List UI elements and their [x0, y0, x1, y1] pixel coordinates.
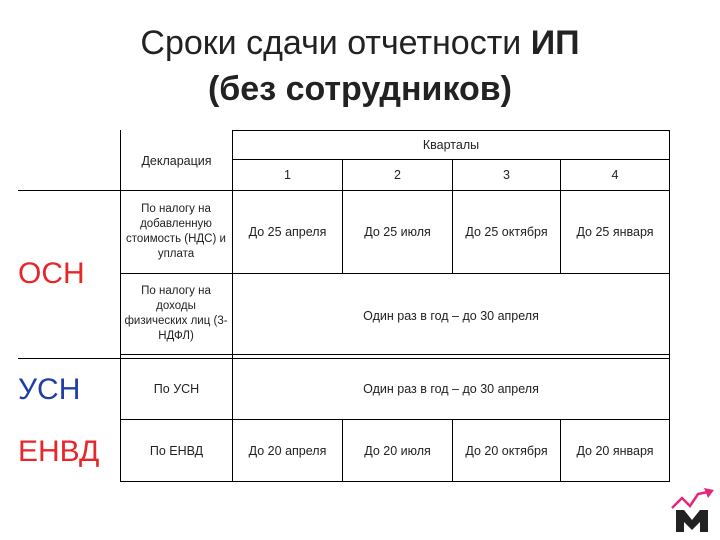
title-regular: Сроки сдачи отчетности: [140, 24, 531, 62]
row-declaration-usn: По УСН: [153, 382, 200, 396]
deadline-cell: До 20 января: [576, 443, 654, 458]
once-a-year-cell: Один раз в год – до 30 апреля: [363, 382, 539, 396]
row-declaration-envd: По ЕНВД: [149, 443, 204, 458]
page-title: [0, 20, 720, 112]
table-line: [120, 354, 670, 355]
deadline-cell: До 25 июля: [364, 225, 431, 239]
deadline-cell: До 25 октября: [465, 225, 548, 239]
deadline-cell: До 20 июля: [364, 443, 431, 458]
title-subtitle: (без сотрудников): [207, 70, 513, 108]
deadline-cell: До 25 января: [576, 225, 654, 239]
quarter-2: 2: [394, 168, 401, 182]
table-line: [120, 481, 670, 482]
row-declaration-ndfl: По налогу на доходы физических лиц (3-НДФЛ): [124, 285, 228, 342]
deadline-cell: До 20 апреля: [248, 443, 327, 458]
quarter-1: 1: [284, 168, 291, 182]
regime-separator: [18, 358, 120, 359]
once-a-year-cell: Один раз в год – до 30 апреля: [363, 309, 539, 323]
quarter-4: 4: [611, 168, 619, 182]
regime-envd-label: ЕНВД: [18, 435, 100, 468]
quarter-3: 3: [503, 168, 510, 182]
deadline-cell: До 25 апреля: [248, 225, 327, 239]
title-bold: ИП: [530, 24, 580, 62]
header-declaration: Декларация: [141, 153, 212, 168]
deadline-cell: До 20 октября: [465, 443, 548, 458]
header-quarters: Кварталы: [422, 138, 480, 152]
m-logo-icon: [668, 486, 716, 534]
regime-osn-label: ОСН: [18, 257, 85, 290]
regime-separator: [18, 190, 120, 191]
regime-usn-label: УСН: [18, 373, 81, 406]
row-declaration-vat: По налогу на добавленную стоимость (НДС) и уплата: [126, 203, 226, 260]
table-line: [669, 130, 670, 482]
